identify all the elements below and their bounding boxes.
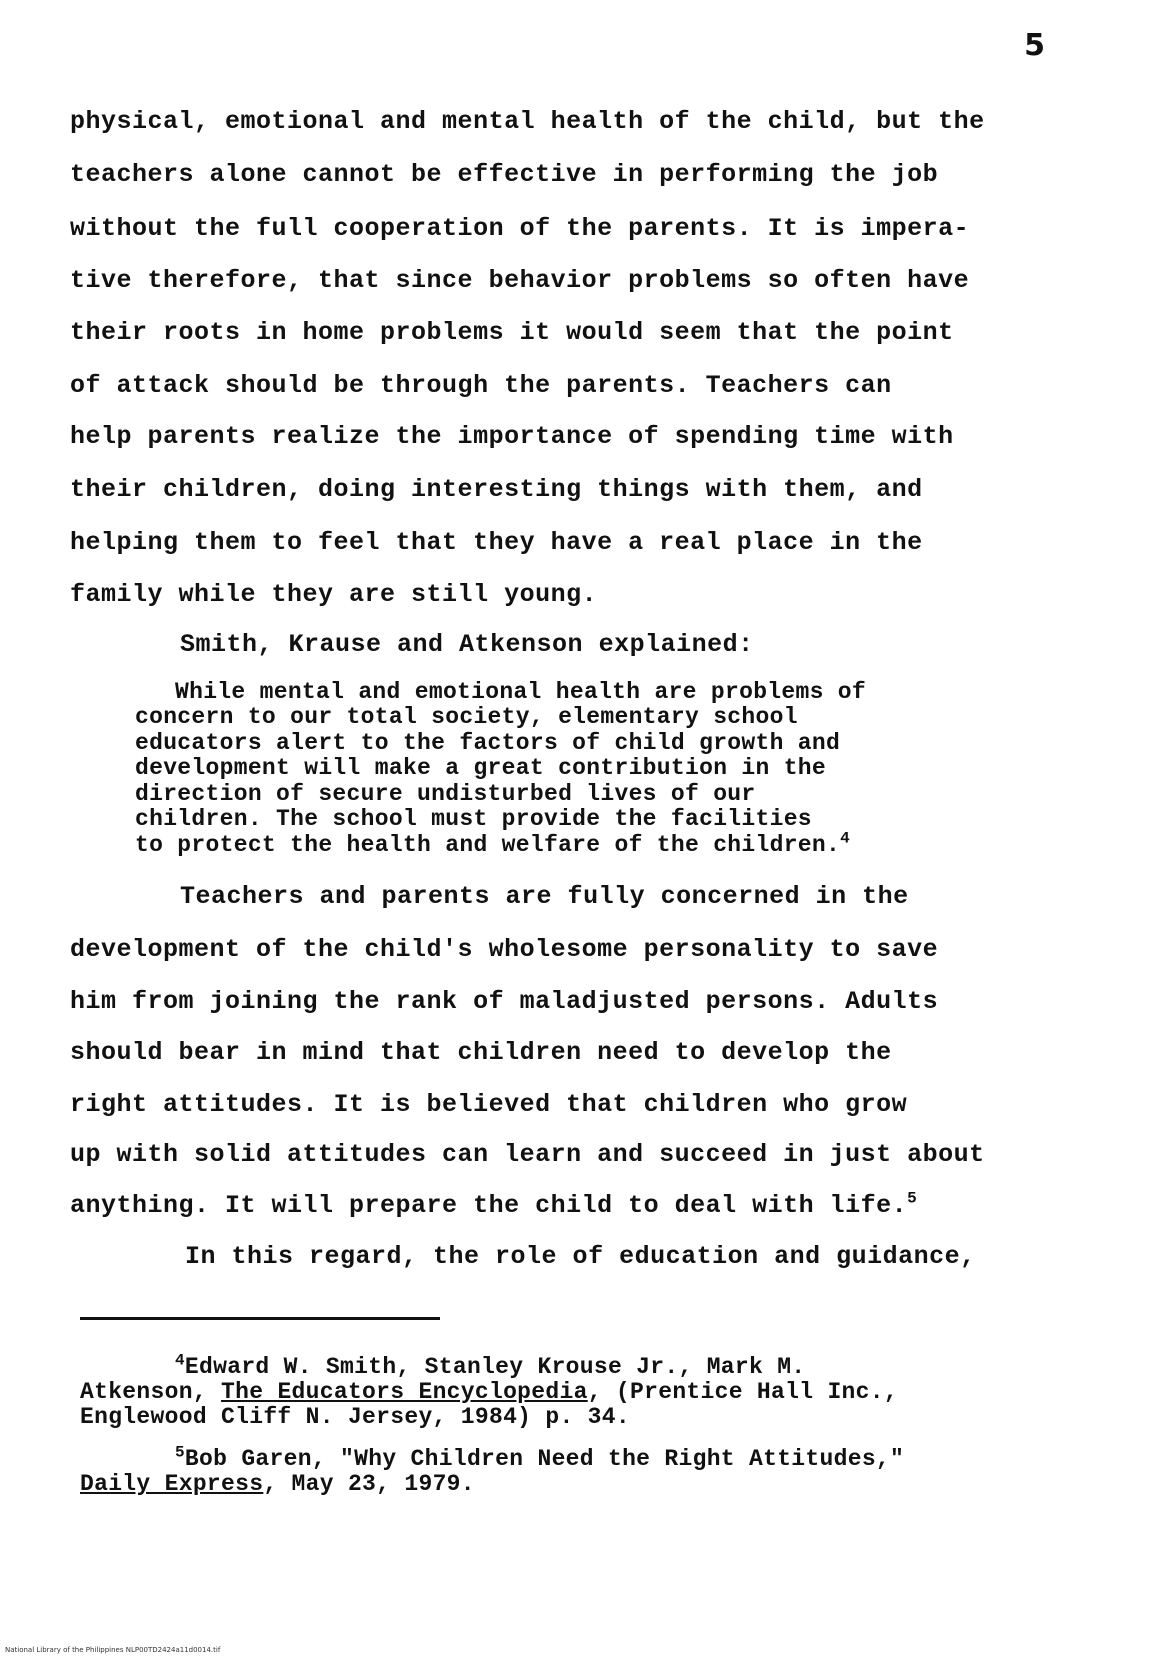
text-line: him from joining the rank of maladjusted persons. Adults (70, 987, 939, 1016)
quote-line: concern to our total society, elementary school (135, 704, 798, 730)
footnote-ref-5: 5 (907, 1189, 918, 1208)
library-watermark: National Library of the Philippines NLP00TD2424a11d0014.tif (5, 1646, 221, 1654)
text-line: Teachers and parents are fully concerned in the (180, 882, 909, 911)
text-line: anything. It will prepare the child to deal with life.$^5$ (70, 1189, 918, 1220)
text-line: their children, doing interesting things with them, and (70, 475, 923, 504)
text-line: right attitudes. It is believed that children who grow (70, 1090, 908, 1119)
text-line: tive therefore, that since behavior problems so often have (70, 266, 970, 295)
text-line: physical, emotional and mental health of the child, but the (70, 107, 985, 136)
footnote-divider (80, 1317, 440, 1320)
text-line: up with solid attitudes can learn and succeed in just about (70, 1140, 985, 1169)
footnote-4-marker: 4 (175, 1351, 185, 1370)
text-line: helping them to feel that they have a real place in the (70, 528, 923, 557)
footnote-4-line: Atkenson, The Educators Encyclopedia, (Prentice Hall Inc., (80, 1379, 898, 1405)
footnote-4-line: $^4$Edward W. Smith, Stanley Krouse Jr., Mark M. (175, 1351, 806, 1380)
footnote-5-source: Daily Express (80, 1471, 264, 1497)
footnote-5-line: Daily Express, May 23, 1979. (80, 1471, 475, 1497)
text-line: In this regard, the role of education and guidance, (185, 1242, 976, 1271)
footnote-ref-4: 4 (840, 829, 851, 848)
quote-line: direction of secure undisturbed lives of our (135, 781, 756, 807)
footnote-5-marker: 5 (175, 1443, 185, 1462)
footnote-4-title: The Educators Encyclopedia (221, 1379, 588, 1405)
text-line: without the full cooperation of the parents. It is impera- (70, 214, 970, 243)
quote-intro: Smith, Krause and Atkenson explained: (180, 630, 754, 659)
quote-line: While mental and emotional health are problems of (175, 679, 867, 705)
page-number: 5 (1024, 28, 1045, 63)
text-line: development of the child's wholesome personality to save (70, 935, 939, 964)
text-line: help parents realize the importance of spending time with (70, 422, 954, 451)
quote-line: development will make a great contribution in the (135, 755, 827, 781)
text-line: teachers alone cannot be effective in performing the job (70, 160, 939, 189)
footnote-4-line: Englewood Cliff N. Jersey, 1984) p. 34. (80, 1404, 630, 1430)
text-line: family while they are still young. (70, 580, 598, 609)
quote-line: educators alert to the factors of child growth and (135, 730, 841, 756)
quote-line: to protect the health and welfare of the children.$^4$ (135, 829, 851, 858)
text-line: should bear in mind that children need to develop the (70, 1038, 892, 1067)
quote-line: children. The school must provide the facilities (135, 806, 812, 832)
footnote-5-line: $^5$Bob Garen, "Why Children Need the Right Attitudes," (175, 1443, 905, 1472)
text-line: of attack should be through the parents. Teachers can (70, 371, 892, 400)
text-line: their roots in home problems it would seem that the point (70, 318, 954, 347)
